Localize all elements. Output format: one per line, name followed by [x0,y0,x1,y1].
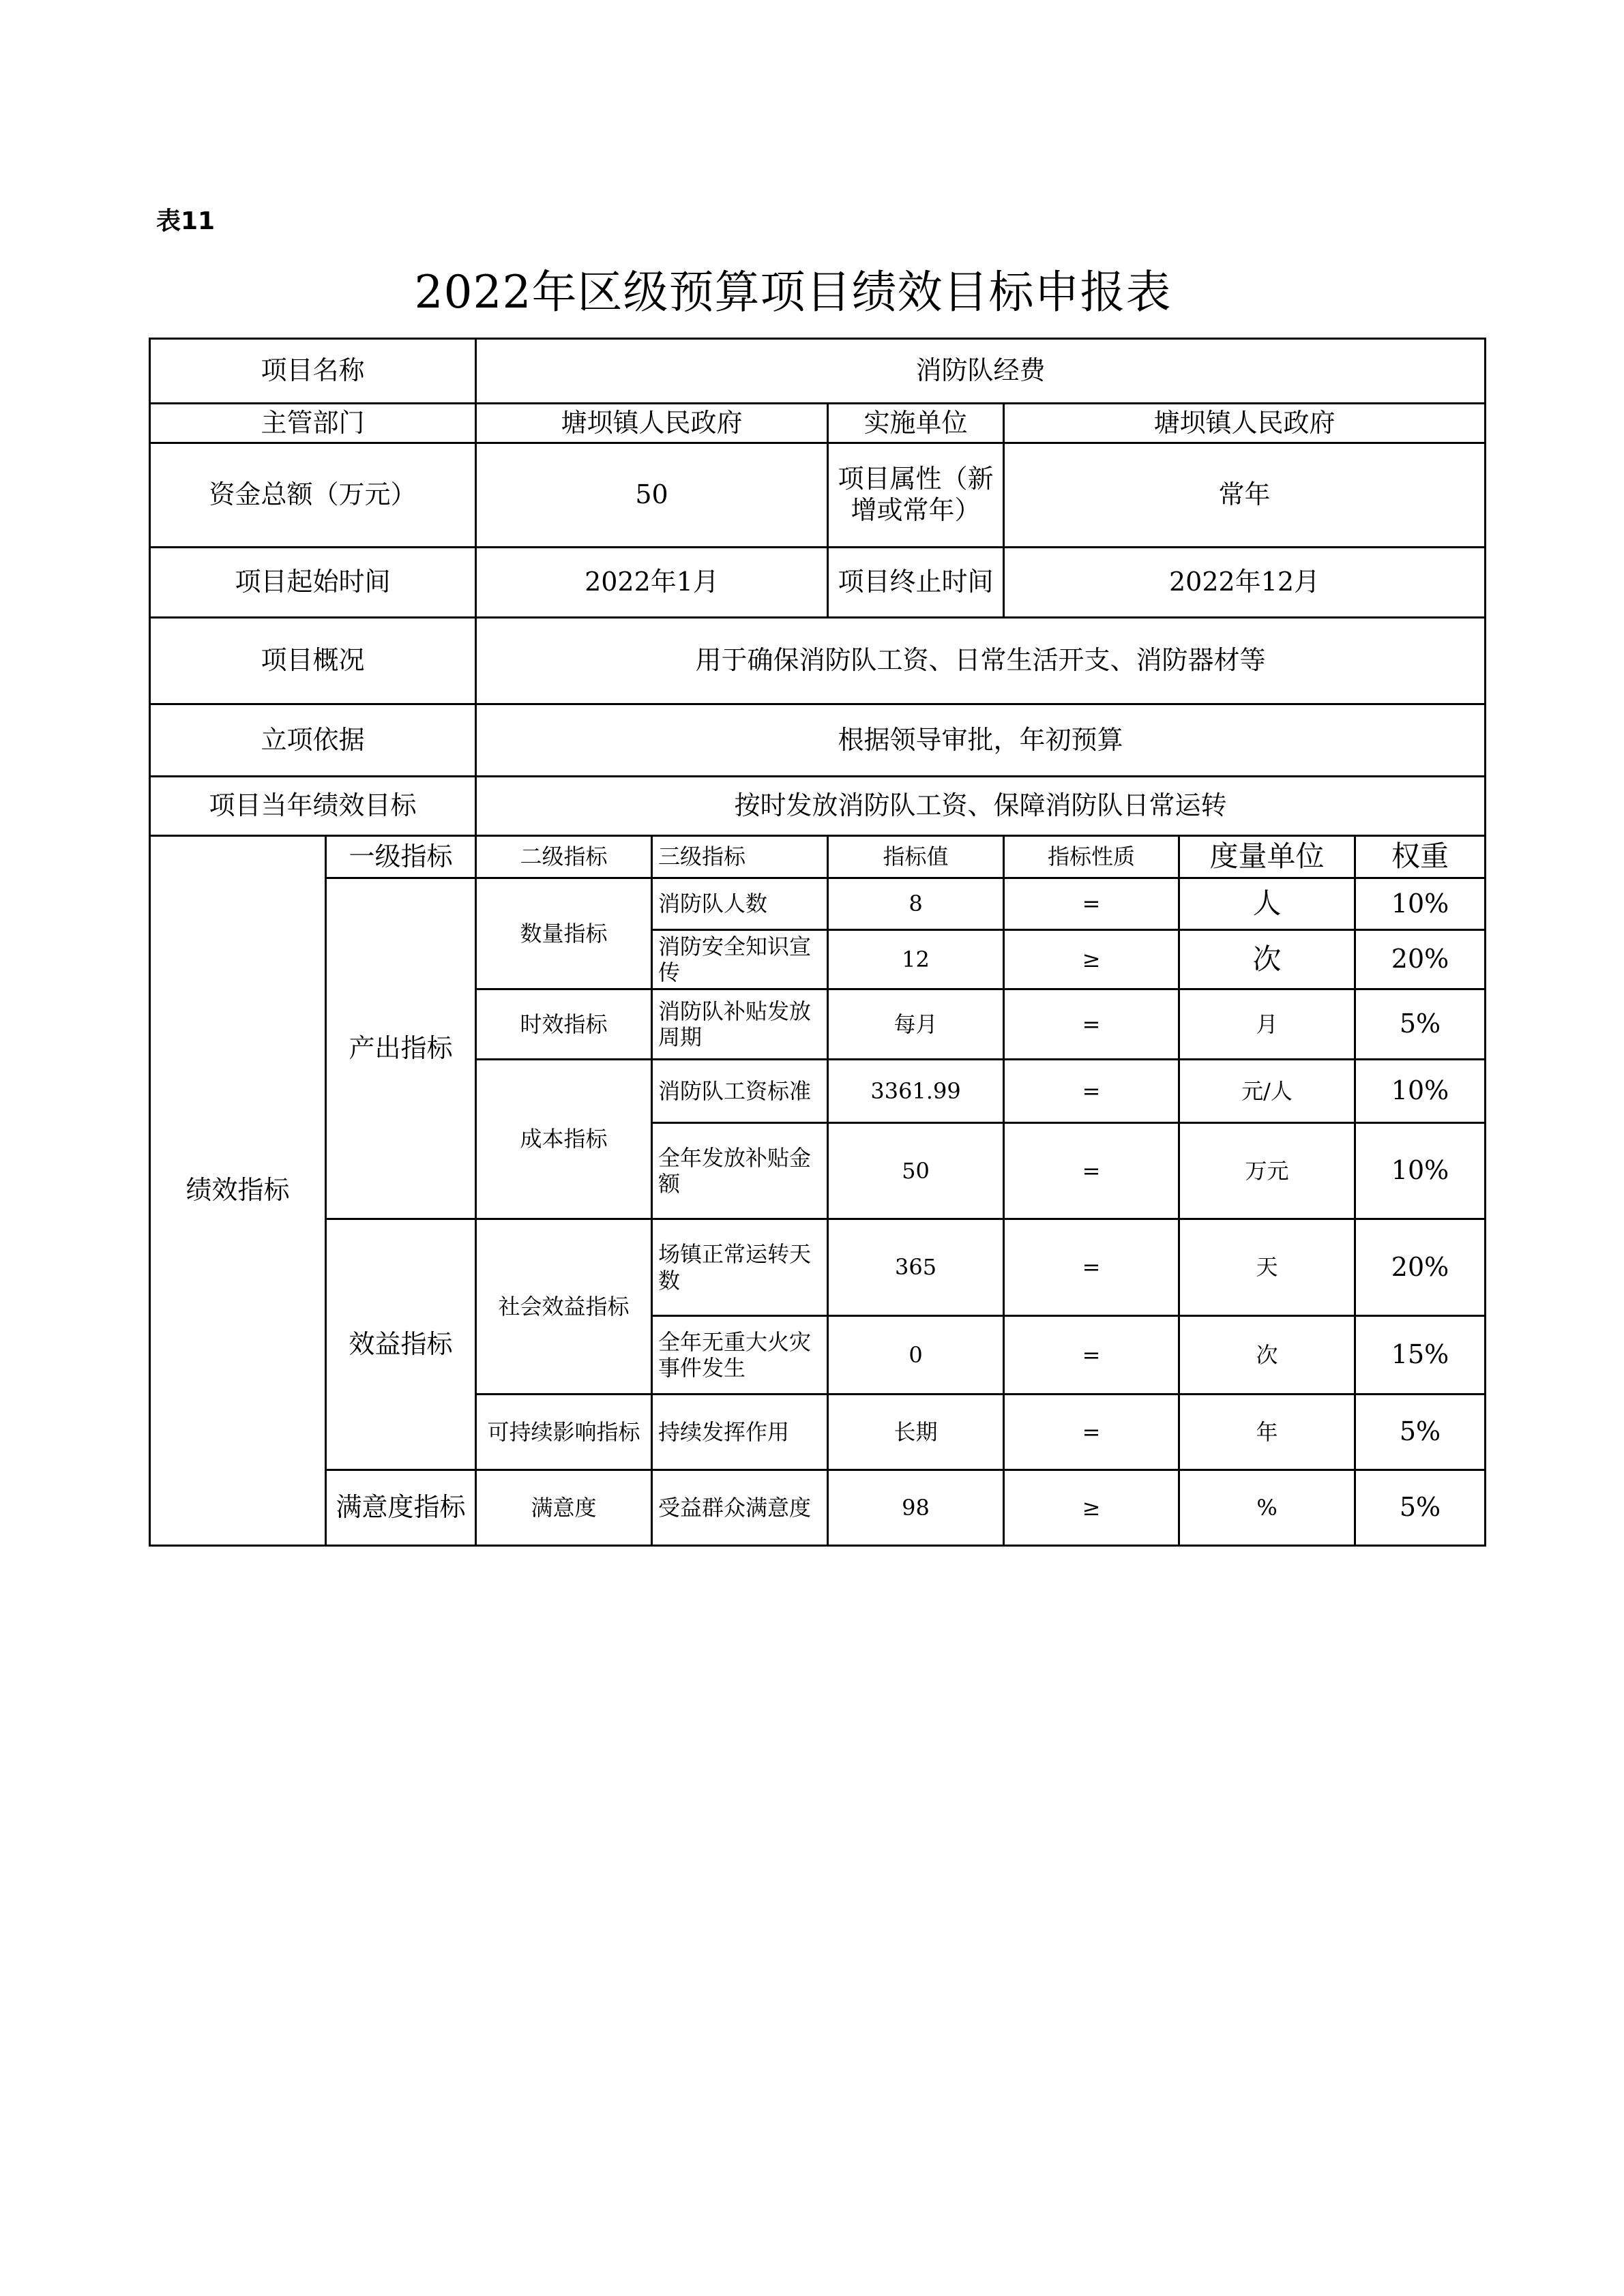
row-period [150,548,1486,618]
attr-value: 常年 [1004,443,1486,548]
weight-cell: 10% [1355,1060,1486,1123]
start-label: 项目起始时间 [150,548,476,618]
document-title [0,256,1624,320]
weight-cell: 10% [1355,878,1486,930]
row-basis [150,704,1486,777]
indicator-cell: 消防队人数 [652,878,828,930]
project-name-value: 消防队经费 [476,339,1486,404]
header-level3: 三级指标 [652,836,828,878]
nature-cell: = [1004,1060,1179,1123]
impl-value: 塘坝镇人民政府 [1004,404,1486,443]
level2-cost: 成本指标 [476,1060,652,1219]
row-overview [150,618,1486,704]
weight-cell: 20% [1355,930,1486,989]
weight-cell: 15% [1355,1316,1486,1395]
value-cell: 365 [828,1219,1004,1316]
weight-cell: 5% [1355,1470,1486,1546]
dept-value: 塘坝镇人民政府 [476,404,828,443]
unit-cell: 万元 [1179,1123,1355,1219]
overview-value: 用于确保消防队工资、日常生活开支、消防器材等 [476,618,1486,704]
value-cell: 长期 [828,1395,1004,1470]
nature-cell: = [1004,878,1179,930]
weight-cell: 5% [1355,1395,1486,1470]
unit-cell: 天 [1179,1219,1355,1316]
weight-cell: 5% [1355,989,1486,1060]
table-label: 表11 [156,207,216,235]
level2-sustain: 可持续影响指标 [476,1395,652,1470]
overview-label: 项目概况 [150,618,476,704]
indicator-cell: 场镇正常运转天数 [652,1219,828,1316]
value-cell: 98 [828,1470,1004,1546]
document-title-text: 2022年区级预算项目绩效目标申报表 [414,266,1172,318]
indicator-cell: 消防安全知识宣传 [652,930,828,989]
indicator-cell: 全年发放补贴金额 [652,1123,828,1219]
goal-value: 按时发放消防队工资、保障消防队日常运转 [476,777,1486,836]
basis-label: 立项依据 [150,704,476,777]
indicator-cell: 全年无重大火灾事件发生 [652,1316,828,1395]
level2-satisfaction: 满意度 [476,1470,652,1546]
row-department [150,404,1486,443]
indicator-cell: 持续发挥作用 [652,1395,828,1470]
level1-satisfaction: 满意度指标 [326,1470,476,1546]
end-label: 项目终止时间 [828,548,1004,618]
fund-label: 资金总额（万元） [150,443,476,548]
unit-cell: 元/人 [1179,1060,1355,1123]
performance-form-table [149,338,1486,1547]
row-fund [150,443,1486,548]
unit-cell: 月 [1179,989,1355,1060]
unit-cell: % [1179,1470,1355,1546]
value-cell: 12 [828,930,1004,989]
nature-cell: ≥ [1004,1470,1179,1546]
table-row [150,1219,1486,1316]
unit-cell: 人 [1179,878,1355,930]
unit-cell: 次 [1179,1316,1355,1395]
unit-cell: 次 [1179,930,1355,989]
value-cell: 0 [828,1316,1004,1395]
impl-label: 实施单位 [828,404,1004,443]
fund-value: 50 [476,443,828,548]
weight-cell: 10% [1355,1123,1486,1219]
basis-value: 根据领导审批，年初预算 [476,704,1486,777]
level1-output: 产出指标 [326,878,476,1219]
indicator-cell: 消防队补贴发放周期 [652,989,828,1060]
start-value: 2022年1月 [476,548,828,618]
nature-cell: = [1004,1395,1179,1470]
header-level2: 二级指标 [476,836,652,878]
indicator-cell: 消防队工资标准 [652,1060,828,1123]
unit-cell: 年 [1179,1395,1355,1470]
level2-quantity: 数量指标 [476,878,652,989]
level1-benefit: 效益指标 [326,1219,476,1470]
value-cell: 3361.99 [828,1060,1004,1123]
value-cell: 8 [828,878,1004,930]
table-row [150,878,1486,930]
header-weight: 权重 [1355,836,1486,878]
end-value: 2022年12月 [1004,548,1486,618]
nature-cell: = [1004,1316,1179,1395]
value-cell: 每月 [828,989,1004,1060]
goal-label: 项目当年绩效目标 [150,777,476,836]
row-project-name [150,339,1486,404]
perf-section-label: 绩效指标 [150,836,326,1546]
weight-cell: 20% [1355,1219,1486,1316]
attr-label: 项目属性（新增或常年） [828,443,1004,548]
header-unit: 度量单位 [1179,836,1355,878]
nature-cell: = [1004,1123,1179,1219]
nature-cell: = [1004,1219,1179,1316]
perf-header-row [150,836,1486,878]
nature-cell: ≥ [1004,930,1179,989]
header-nature: 指标性质 [1004,836,1179,878]
table-row [150,1470,1486,1546]
level2-timeliness: 时效指标 [476,989,652,1060]
header-value: 指标值 [828,836,1004,878]
dept-label: 主管部门 [150,404,476,443]
level2-social: 社会效益指标 [476,1219,652,1395]
row-goal [150,777,1486,836]
header-level1: 一级指标 [326,836,476,878]
nature-cell: = [1004,989,1179,1060]
indicator-cell: 受益群众满意度 [652,1470,828,1546]
project-name-label: 项目名称 [150,339,476,404]
value-cell: 50 [828,1123,1004,1219]
